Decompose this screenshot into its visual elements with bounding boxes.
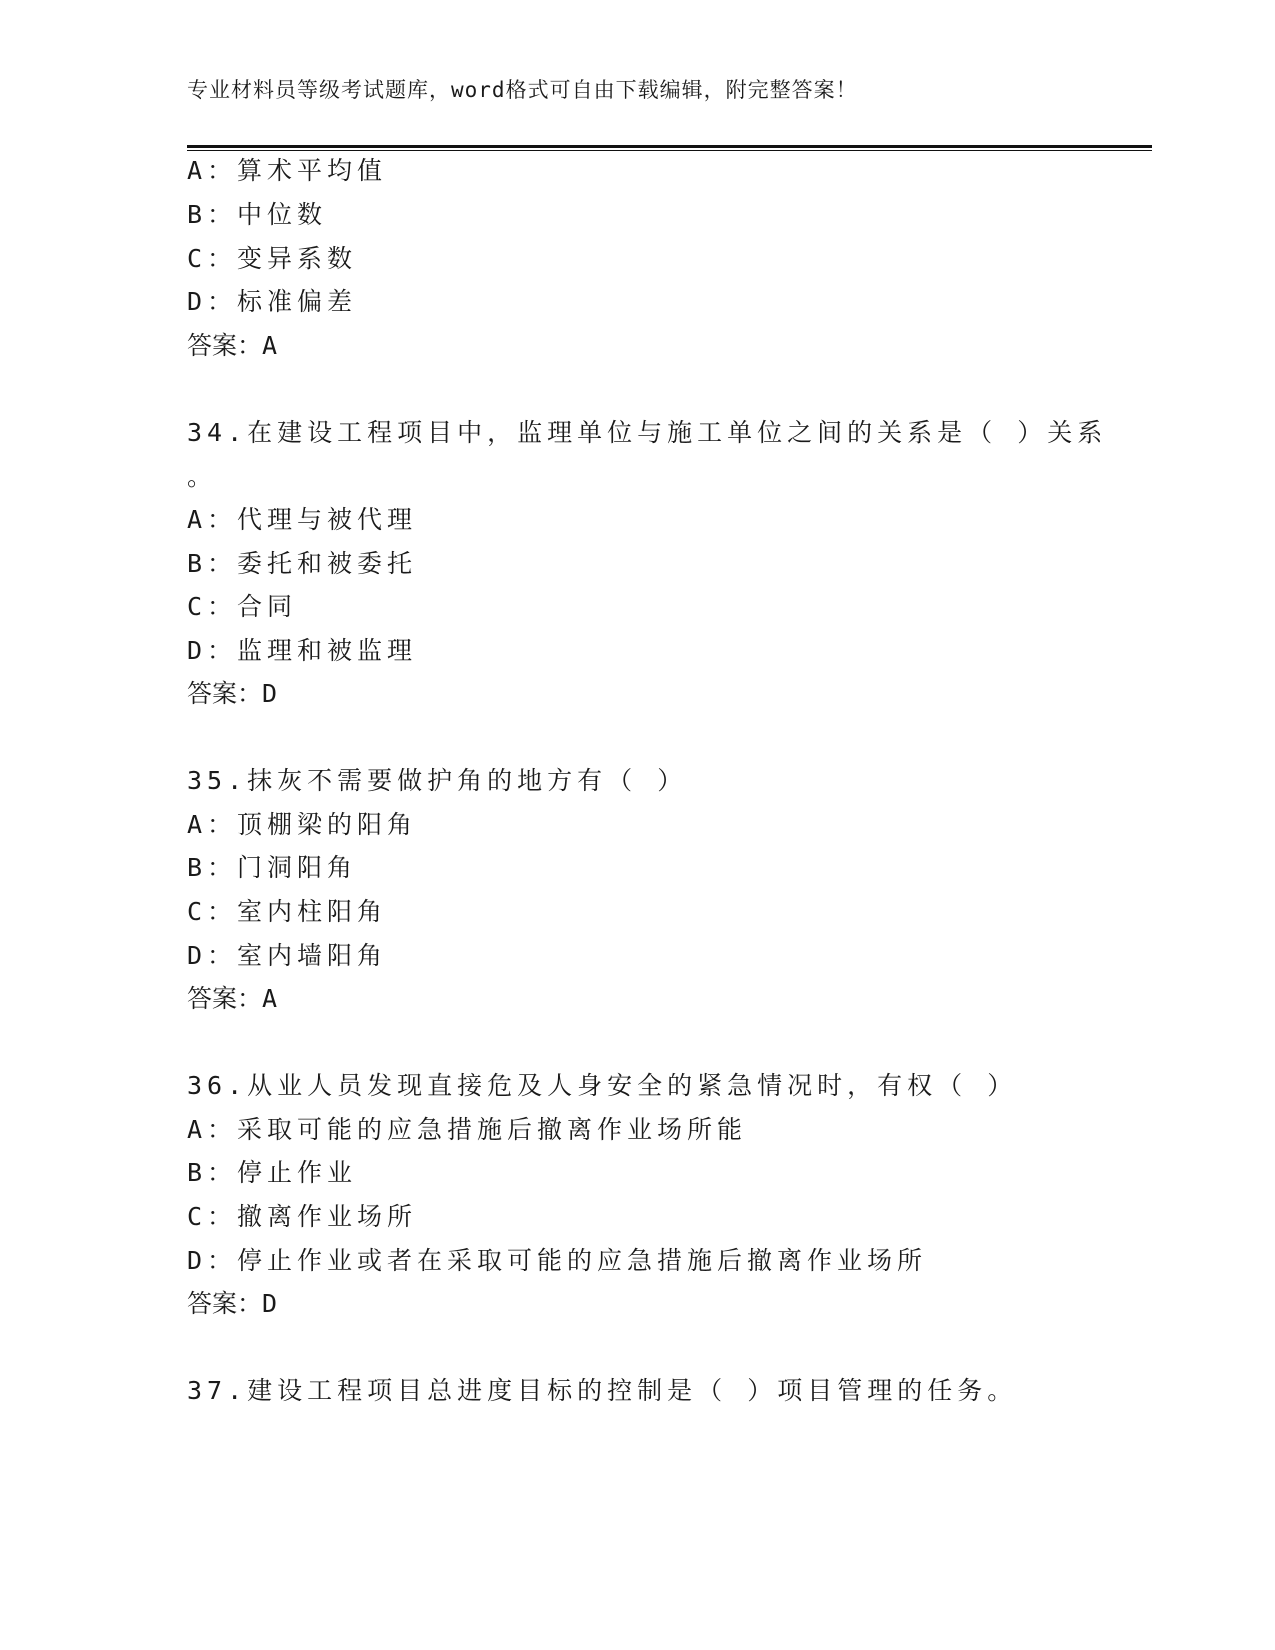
option-d: D：停止作业或者在采取可能的应急措施后撤离作业场所 bbox=[187, 1246, 928, 1275]
option-b: B：中位数 bbox=[187, 200, 328, 229]
option-d: D：室内墙阳角 bbox=[187, 941, 388, 970]
option-a: A：顶棚梁的阳角 bbox=[187, 810, 418, 839]
header-rule-thick bbox=[187, 145, 1152, 148]
page-header: 专业材料员等级考试题库，word格式可自由下载编辑，附完整答案！ bbox=[187, 78, 858, 102]
question-34-continuation: 。 bbox=[187, 462, 218, 491]
option-c: C：撤离作业场所 bbox=[187, 1202, 418, 1231]
option-b: B：门洞阳角 bbox=[187, 853, 358, 882]
answer-line bbox=[187, 679, 277, 709]
answer-value: A bbox=[262, 984, 278, 1013]
question-34: 34.在建设工程项目中，监理单位与施工单位之间的关系是（ ）关系 bbox=[187, 418, 1108, 447]
option-c: C：变异系数 bbox=[187, 244, 358, 273]
option-c: C：室内柱阳角 bbox=[187, 897, 388, 926]
option-d: D：监理和被监理 bbox=[187, 636, 418, 665]
answer-label: 答案： bbox=[187, 331, 263, 360]
question-37: 37.建设工程项目总进度目标的控制是（ ）项目管理的任务。 bbox=[187, 1376, 1018, 1405]
question-36: 36.从业人员发现直接危及人身安全的紧急情况时，有权（ ） bbox=[187, 1071, 1018, 1100]
option-d: D：标准偏差 bbox=[187, 287, 358, 316]
answer-line bbox=[187, 984, 277, 1014]
answer-line bbox=[187, 1289, 277, 1319]
option-c: C：合同 bbox=[187, 592, 298, 621]
option-b: B：停止作业 bbox=[187, 1158, 358, 1187]
answer-label: 答案： bbox=[187, 984, 263, 1013]
header-rule-thin bbox=[187, 150, 1152, 151]
option-a: A：代理与被代理 bbox=[187, 505, 418, 534]
answer-label: 答案： bbox=[187, 1289, 263, 1318]
answer-value: D bbox=[262, 679, 278, 708]
answer-line bbox=[187, 331, 277, 361]
option-a: A：算术平均值 bbox=[187, 156, 388, 185]
answer-label: 答案： bbox=[187, 679, 263, 708]
option-b: B：委托和被委托 bbox=[187, 549, 418, 578]
option-a: A：采取可能的应急措施后撤离作业场所能 bbox=[187, 1115, 748, 1144]
answer-value: A bbox=[262, 331, 278, 360]
question-35: 35.抹灰不需要做护角的地方有（ ） bbox=[187, 766, 688, 795]
answer-value: D bbox=[262, 1289, 278, 1318]
